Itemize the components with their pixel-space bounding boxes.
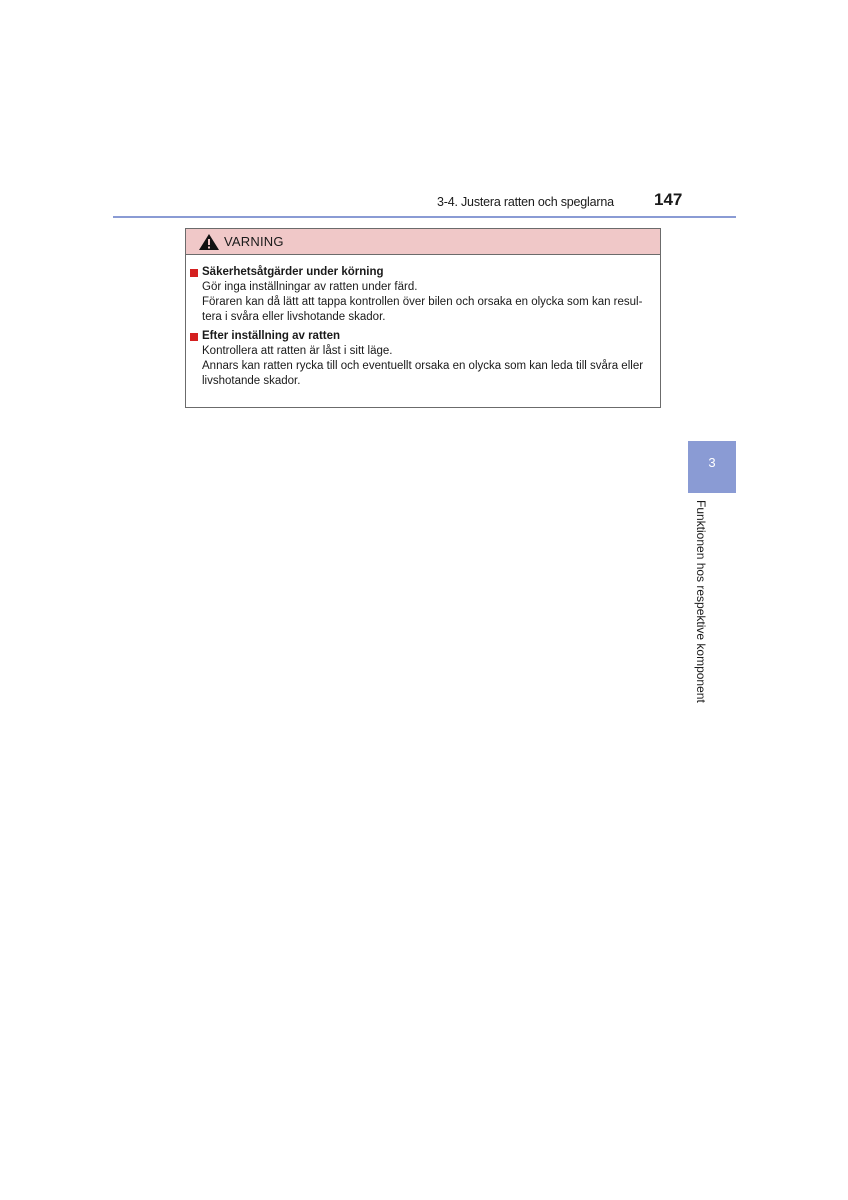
warning-header <box>186 229 660 255</box>
bullet-square-icon <box>190 269 198 277</box>
warning-item-text <box>190 280 650 325</box>
warning-item <box>190 329 650 389</box>
chapter-tab: 3 <box>688 441 736 493</box>
text-line: Gör inga inställningar av ratten under färd. <box>202 281 418 293</box>
text-line: Föraren kan då lätt att tappa kontrollen över bilen och orsaka en olycka som kan resul- <box>202 296 643 308</box>
text-line: Kontrollera att ratten är låst i sitt läge. <box>202 345 393 357</box>
warning-title: VARNING <box>224 234 284 249</box>
warning-item-heading-text: Efter inställning av ratten <box>202 330 341 342</box>
warning-body <box>186 255 660 389</box>
warning-item-text <box>190 344 650 389</box>
warning-item <box>190 265 650 325</box>
header-section-title: 3-4. Justera ratten och speglarna <box>437 195 614 209</box>
text-line: livshotande skador. <box>202 375 301 387</box>
bullet-square-icon <box>190 333 198 341</box>
warning-box <box>185 228 661 408</box>
page-number: 147 <box>654 190 683 209</box>
text-line: Annars kan ratten rycka till och eventuellt orsaka en olycka som kan leda till svåra eller <box>202 360 644 372</box>
text-line: tera i svåra eller livshotande skador. <box>202 311 386 323</box>
warning-item-heading <box>190 265 650 280</box>
warning-item-heading-text: Säkerhetsåtgärder under körning <box>202 266 384 278</box>
chapter-side-label: Funktionen hos respektive komponent <box>694 500 708 703</box>
header-rule <box>113 216 736 218</box>
warning-item-heading <box>190 329 650 344</box>
warning-triangle-icon <box>198 233 220 251</box>
